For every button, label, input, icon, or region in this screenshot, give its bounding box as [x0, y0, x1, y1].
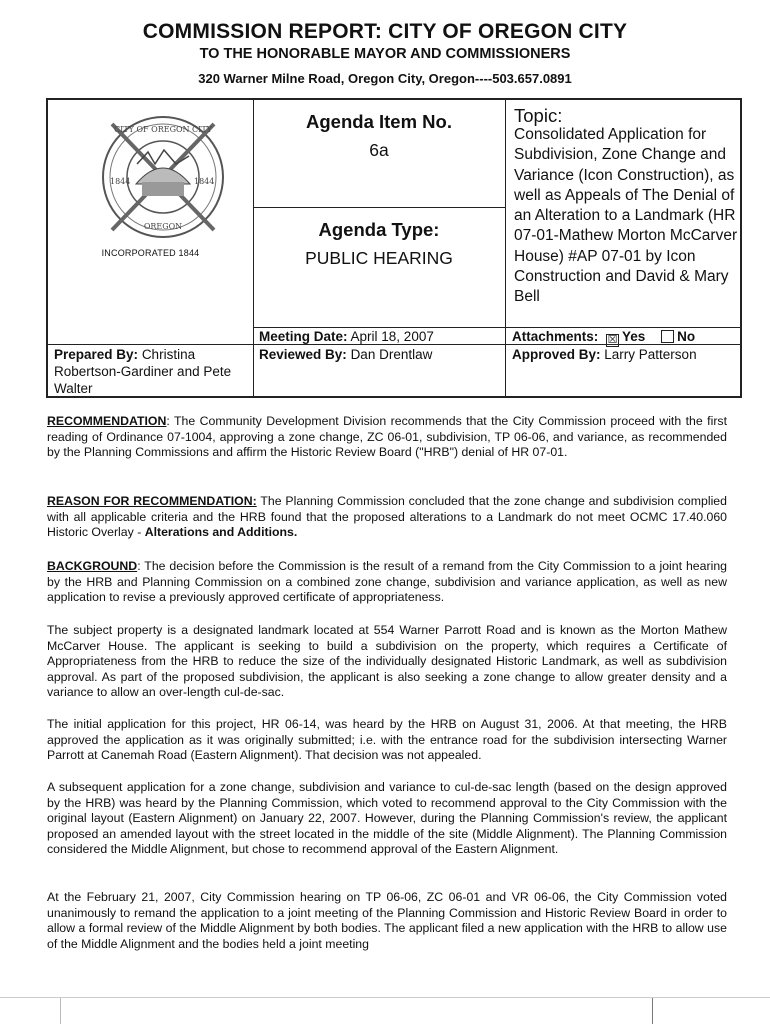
background-text: : The decision before the Commission is the result of a remand from the City Commission to a joint hearing by the HRB and Planning Commission on a combined zone change, subdivision and variance application, as well as new application to revise a previously approved certificate of appropriateness.: [47, 559, 727, 605]
attachments-label: Attachments:: [512, 329, 599, 344]
reason-text: The Planning Commission concluded that the zone change and subdivision complied with all applicable criteria and the HRB found that the proposed alterations to a Landmark do not meet OCMC 17.40.060 Historic Overlay -: [47, 494, 727, 540]
recommendation-paragraph: [47, 414, 727, 461]
reason-bold: Alterations and Additions.: [144, 525, 298, 540]
svg-text:CITY OF OREGON CITY: CITY OF OREGON CITY: [114, 125, 212, 134]
initial-paragraph: The initial application for this project, HR 06-14, was heard by the HRB on August 31, 2006. At that meeting, the HRB approved the application as it was originally submitted; i.e. with the entrance road for the subdivision intersecting Warner Parrott at Canemah Road (Eastern Alignment). That decision was not appealed.: [47, 717, 727, 763]
meeting-date: [259, 328, 434, 345]
seal-caption: INCORPORATED 1844: [101, 248, 200, 258]
prepared-by-value: Christina Robertson-Gardiner and Pete Walter: [54, 347, 232, 396]
footer-margin-line-right: [652, 998, 653, 1024]
reviewed-by-value: Dan Drentlaw: [350, 347, 433, 362]
agenda-item-value: 6a: [369, 140, 389, 160]
attachments: [512, 328, 695, 347]
topic-label: Topic:: [514, 105, 563, 126]
recommendation-text: : The Community Development Division recommends that the City Commission proceed with the first reading of Ordinance 07-1004, approving a zone change, ZC 06-01, subdivision, TP 06-06, and variance, as recommended by the Planning Commissions and affirm the Historic Review Board ("HRB") denial of HR 07-01.: [47, 414, 727, 460]
svg-text:1844: 1844: [194, 177, 215, 186]
prepared-by: [54, 346, 244, 397]
report-subtitle: TO THE HONORABLE MAYOR AND COMMISSIONERS: [199, 46, 571, 62]
agenda-type-value: PUBLIC HEARING: [305, 248, 453, 268]
reason-heading: REASON FOR RECOMMENDATION:: [47, 494, 257, 508]
recommendation-heading: RECOMMENDATION: [47, 414, 167, 428]
report-address: 320 Warner Milne Road, Oregon City, Oregon----503.657.0891: [198, 71, 572, 86]
attachments-yes-checkbox[interactable]: ☒: [607, 334, 618, 346]
subsequent-paragraph: A subsequent application for a zone change, subdivision and variance to cul-de-sac length (based on the design approved by the HRB) was heard by the Planning Commission, which voted to recommend approval to the City Commission with the original layout (Eastern Alignment) on January 22, 2007. However, during the Planning Commission's review, the applicant proposed an amended layout with the street located in the middle of the site (Middle Alignment). The Planning Commission considered the Middle Alignment, but chose to recommend approval of the Eastern Alignment.: [47, 780, 727, 857]
svg-text:OREGON: OREGON: [143, 222, 183, 231]
attachments-yes-label: Yes: [622, 329, 646, 344]
page-footer-divider: [0, 997, 770, 998]
report-title: COMMISSION REPORT: CITY OF OREGON CITY: [142, 20, 628, 43]
footer-margin-line: [60, 998, 61, 1024]
approved-by-value: Larry Patterson: [604, 347, 697, 362]
agenda-item-label: Agenda Item No.: [306, 111, 452, 132]
meeting-date-label: Meeting Date:: [259, 329, 348, 344]
agenda-table: [46, 98, 742, 398]
topic-text: Consolidated Application for Subdivision, Zone Change and Variance (Icon Construction), as well as Appeals of The Denial of an Alteration to a Landmark (HR 07-01-Mathew Morton McCarver House) #AP 07-01 by Icon Construction and David & Mary Bell: [514, 126, 738, 306]
february-paragraph: At the February 21, 2007, City Commission hearing on TP 06-06, ZC 06-01 and VR 06-06, the City Commission voted unanimously to remand the application to a joint meeting of the Planning Commission and Historic Review Board in order to allow a formal review of the Middle Alignment by both bodies. The applicant filed a new application with the HRB to allow use of the Middle Alignment and the bodies held a joint meeting: [47, 890, 727, 951]
subject-paragraph: The subject property is a designated landmark located at 554 Warner Parrott Road and is known as the Morton Mathew McCarver House. The applicant is seeking to build a subdivision on the property, which requires a Certificate of Appropriateness from the HRB to reduce the size of the individually designated Historic Landmark, as well as subdivision approval. As part of the proposed subdivision, the applicant is also seeking a zone change to allow greater density and a variance to allow an over-length cul-de-sac.: [47, 623, 727, 700]
reviewed-by-label: Reviewed By:: [259, 347, 347, 362]
approved-by-label: Approved By:: [512, 347, 601, 362]
meeting-date-value: April 18, 2007: [350, 329, 434, 344]
reviewed-by: [259, 346, 432, 363]
agenda-type-label: Agenda Type:: [318, 219, 440, 240]
attachments-no-label: No: [677, 329, 696, 344]
approved-by: [512, 346, 697, 363]
prepared-by-label: Prepared By:: [54, 347, 139, 362]
background-paragraph: [47, 559, 727, 606]
svg-text:1844: 1844: [110, 177, 131, 186]
background-heading: BACKGROUND: [47, 559, 138, 573]
reason-paragraph: [47, 494, 727, 541]
attachments-no-checkbox[interactable]: [661, 330, 674, 343]
city-seal-logo: [92, 112, 234, 242]
